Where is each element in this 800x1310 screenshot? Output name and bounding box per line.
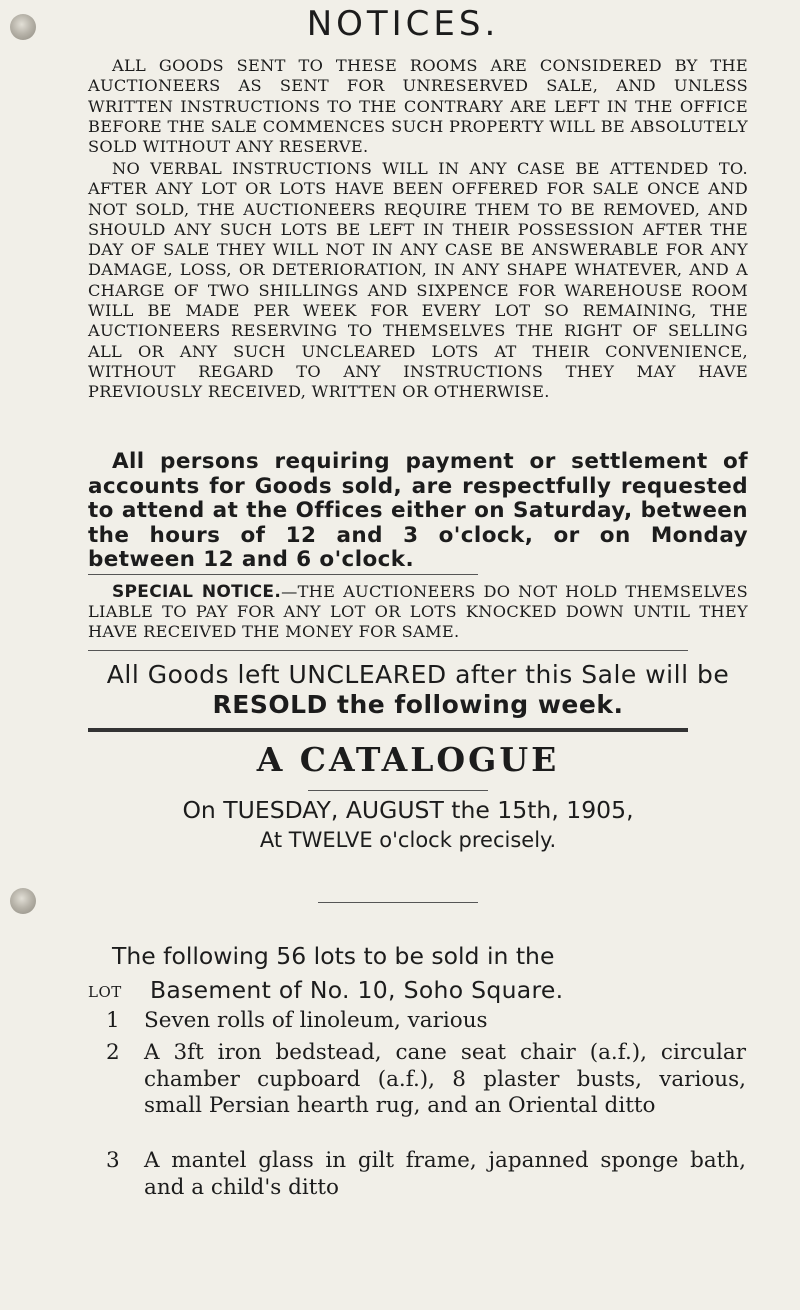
lot-description: Seven rolls of linoleum, various [144,1008,488,1033]
verbal-instructions-paragraph [88,159,748,403]
lot-item [106,1040,746,1120]
lot-column-label: LOT [88,983,122,1001]
lot-item [106,1008,746,1035]
uncleared-line-1: All Goods left UNCLEARED after this Sale will be [106,660,730,689]
uncleared-goods-notice [88,660,748,720]
lot-number: 1 [106,1008,120,1033]
special-notice-paragraph [88,582,748,642]
lot-description: A 3ft iron bedstead, cane seat chair (a.f.), circular chamber cupboard (a.f.), 8 plaster busts, various, small Persian hearth rug, and an Oriental ditto [144,1040,746,1118]
uncleared-line-2: RESOLD the following week. [212,690,624,719]
lots-intro-text: The following 56 lots to be sold in the [112,942,555,970]
goods-sent-paragraph [88,56,748,157]
heavy-divider-rule [88,728,688,732]
sale-location: Basement of No. 10, Soho Square. [150,976,564,1004]
sale-time: At TWELVE o'clock precisely. [259,828,557,852]
punch-hole-top [10,14,36,40]
payment-paragraph [88,450,748,573]
lot-number: 3 [106,1148,120,1173]
special-notice-lead: SPECIAL NOTICE. [112,582,282,602]
divider-rule [88,650,688,651]
notices-heading: NOTICES. [306,4,500,44]
catalogue-title: A CATALOGUE [256,740,560,779]
lot-number: 2 [106,1040,120,1065]
verbal-instructions-text: NO VERBAL INSTRUCTIONS WILL IN ANY CASE BE ATTENDED TO. AFTER ANY LOT OR LOTS HAVE BEEN OFFERED FOR SALE ONCE AND NOT SOLD, THE AUCTIONEERS REQUIRE THEM TO BE REMOVED, AND SHOULD ANY SUCH LOTS BE LEFT IN THEIR POSSESSION AFTER THE DAY OF SALE THEY WILL NOT IN ANY CASE BE ANSWERABLE FOR ANY DAMAGE, LOSS, OR DETERIORATION, IN ANY SHAPE WHATEVER, AND A CHARGE OF TWO SHILLINGS AND SIXPENCE FOR WAREHOUSE ROOM WILL BE MADE PER WEEK FOR EVERY LOT SO REMAINING, THE AUCTIONEERS RESERVING TO THEMSELVES THE RIGHT OF SELLING ALL OR ANY SUCH UNCLEARED LOTS AT THEIR CONVENIENCE, WITHOUT REGARD TO ANY INSTRUCTIONS THEY MAY HAVE PREVIOUSLY RECEIVED, WRITTEN OR OTHERWISE. [88,159,748,402]
short-divider-rule [318,902,478,903]
special-notice-text: —THE AUCTIONEERS DO NOT HOLD THEMSELVES LIABLE TO PAY FOR ANY LOT OR LOTS KNOCKED DOWN UNTIL THEY HAVE RECEIVED THE MONEY FOR SAME. [88,582,748,641]
punch-hole-middle [10,888,36,914]
lot-item [106,1148,746,1201]
short-divider-rule [308,790,488,791]
sale-date: On TUESDAY, AUGUST the 15th, 1905, [182,796,634,824]
lots-intro [88,942,748,970]
goods-sent-text: ALL GOODS SENT TO THESE ROOMS ARE CONSIDERED BY THE AUCTIONEERS AS SENT FOR UNRESERVED SALE, AND UNLESS WRITTEN INSTRUCTIONS TO THE CONTRARY ARE LEFT IN THE OFFICE BEFORE THE SALE COMMENCES SUCH PROPERTY WILL BE ABSOLUTELY SOLD WITHOUT ANY RESERVE. [88,56,748,157]
divider-rule [88,574,478,575]
lot-description: A mantel glass in gilt frame, japanned sponge bath, and a child's ditto [144,1148,746,1200]
payment-text: All persons requiring payment or settlement of accounts for Goods sold, are respectfully requested to attend at the Offices either on Saturday, between the hours of 12 and 3 o'clock, or on Monday between 12 and 6 o'clock. [88,449,748,572]
